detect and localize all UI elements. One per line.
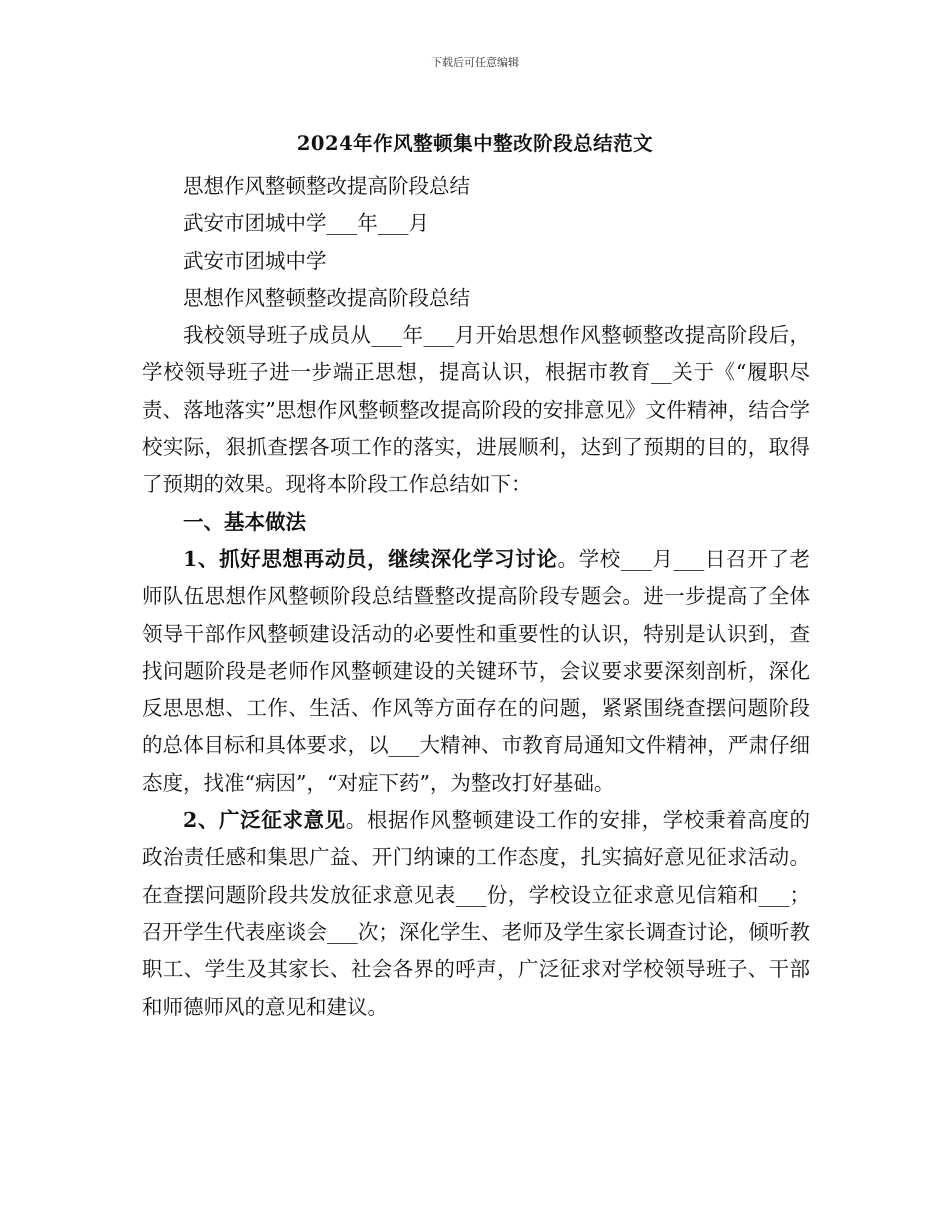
intro-paragraph: 我校领导班子成员从___年___月开始思想作风整顿整改提高阶段后，学校领导班子进一步端正思想，提高认识，根据市教育__关于《“履职尽责、落地落实”思想作风整顿整改提高阶段的安排意见》文件精神，结合学校实际，狠抓查摆各项工作的落实，进展顺利，达到了预期的目的，取得了预期的效果。现将本阶段工作总结如下： bbox=[142, 323, 810, 497]
item-lead-2: 2、广泛征求意见 bbox=[183, 808, 346, 833]
document-body bbox=[142, 168, 810, 1026]
subtitle-line: 思想作风整顿整改提高阶段总结 bbox=[183, 174, 470, 198]
summary-title-line: 思想作风整顿整改提高阶段总结 bbox=[183, 285, 470, 310]
section-heading: 一、基本做法 bbox=[183, 509, 306, 534]
school-line: 武安市团城中学 bbox=[183, 248, 327, 273]
item-paragraph-2 bbox=[142, 802, 810, 1026]
item-text-1: 。学校___月___日召开了老师队伍思想作风整顿阶段总结暨整改提高阶段专题会。进一步提高了全体领导干部作风整顿建设活动的必要性和重要性的认识，特别是认识到，查找问题阶段是老师作风整顿建设的关键环节，会议要求要深刻剖析，深化反思思想、工作、生活、作风等方面存在的问题，紧紧围绕查摆问题阶段的总体目标和具体要求，以___大精神、市教育局通知文件精神，严肃仔细态度，找准“病因”，“对症下药”，为整改打好基础。 bbox=[142, 546, 811, 795]
item-text-2: 。根据作风整顿建设工作的安排，学校秉着高度的政治责任感和集思广益、开门纳谏的工作态度，扎实搞好意见征求活动。在查摆问题阶段共发放征求意见表___份，学校设立征求意见信箱和___；召开学生代表座谈会___次；深化学生、老师及学生家长调查讨论，倾听教职工、学生及其家长、社会各界的呼声，广泛征求对学校领导班子、干部和师德师风的意见和建议。 bbox=[142, 808, 810, 1019]
item-lead-1: 1、抓好思想再动员，继续深化学习讨论 bbox=[183, 546, 558, 571]
school-date-line: 武安市团城中学___年___月 bbox=[183, 211, 429, 236]
header-note: 下载后可任意编辑 bbox=[431, 56, 519, 69]
item-paragraph-1 bbox=[142, 541, 810, 802]
document-title: 2024年作风整顿集中整改阶段总结范文 bbox=[296, 132, 654, 155]
